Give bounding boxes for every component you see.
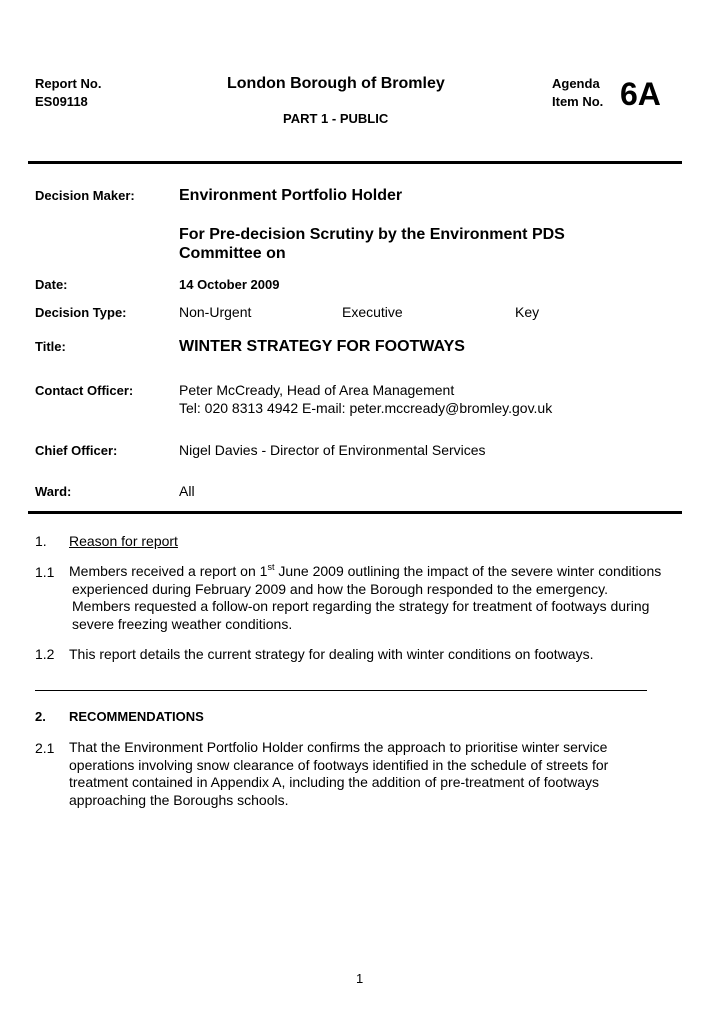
page-number: 1 bbox=[356, 971, 364, 986]
contact-officer-label: Contact Officer: bbox=[35, 383, 134, 398]
para-1-1-line-4: severe freezing weather conditions. bbox=[72, 615, 293, 632]
para-1-1-number: 1.1 bbox=[35, 564, 55, 580]
scrutiny-line-2: Committee on bbox=[179, 245, 286, 262]
scrutiny-line-1: For Pre-decision Scrutiny by the Environment PDS bbox=[179, 226, 565, 243]
part-label: PART 1 - PUBLIC bbox=[283, 111, 389, 126]
report-title: WINTER STRATEGY FOR FOOTWAYS bbox=[179, 338, 465, 355]
decision-type-key: Key bbox=[515, 304, 540, 320]
item-no: 6A bbox=[620, 76, 661, 112]
para-1-2: This report details the current strategy for dealing with winter conditions on footways. bbox=[69, 646, 594, 662]
agenda-label: Agenda bbox=[552, 76, 600, 91]
decision-type-executive: Executive bbox=[342, 304, 403, 320]
decision-type-label: Decision Type: bbox=[35, 305, 127, 320]
para-1-2-number: 1.2 bbox=[35, 646, 55, 662]
section-1-heading: Reason for report bbox=[69, 533, 178, 549]
report-no-label: Report No. bbox=[35, 76, 102, 91]
section-2-number: 2. bbox=[35, 709, 46, 724]
date-label: Date: bbox=[35, 277, 68, 292]
ward-value: All bbox=[179, 483, 195, 499]
para-2-1-line-1: That the Environment Portfolio Holder confirms the approach to prioritise winter service bbox=[69, 739, 608, 755]
decision-maker: Environment Portfolio Holder bbox=[179, 187, 403, 204]
para-1-1-sup: st bbox=[267, 562, 275, 572]
para-2-1 bbox=[69, 739, 689, 809]
para-2-1-line-4: approaching the Boroughs schools. bbox=[69, 791, 289, 808]
chief-officer-value: Nigel Davies - Director of Environmental Services bbox=[179, 442, 486, 458]
top-rule bbox=[28, 161, 682, 164]
section-divider bbox=[35, 690, 647, 691]
ward-label: Ward: bbox=[35, 484, 72, 499]
para-1-1-line-2: experienced during February 2009 and how the Borough responded to the emergency. bbox=[72, 580, 608, 597]
title-label: Title: bbox=[35, 339, 66, 354]
report-no: ES09118 bbox=[35, 94, 88, 109]
para-1-1-line-1b: June 2009 outlining the impact of the severe winter conditions bbox=[274, 563, 662, 579]
section-1-number: 1. bbox=[35, 533, 47, 549]
para-2-1-line-3: treatment contained in Appendix A, including the addition of pre-treatment of footways bbox=[69, 774, 599, 790]
decision-maker-label: Decision Maker: bbox=[35, 188, 135, 203]
meta-bottom-rule bbox=[28, 511, 682, 514]
para-2-1-line-2: operations involving snow clearance of footways identified in the schedule of streets for bbox=[69, 756, 609, 773]
para-1-1 bbox=[69, 563, 689, 633]
para-2-1-number: 2.1 bbox=[35, 740, 55, 756]
council-name: London Borough of Bromley bbox=[227, 75, 445, 92]
contact-officer-details: Tel: 020 8313 4942 E-mail: peter.mccready@bromley.gov.uk bbox=[179, 400, 553, 416]
chief-officer-label: Chief Officer: bbox=[35, 443, 118, 458]
decision-type-non-urgent: Non-Urgent bbox=[179, 304, 252, 320]
item-no-label: Item No. bbox=[552, 94, 604, 109]
para-1-1-line-1a: Members received a report on 1 bbox=[69, 563, 268, 579]
section-2-heading: RECOMMENDATIONS bbox=[69, 709, 204, 724]
date-value: 14 October 2009 bbox=[179, 277, 280, 292]
contact-officer-name: Peter McCready, Head of Area Management bbox=[179, 382, 455, 398]
para-1-1-line-3: Members requested a follow-on report regarding the strategy for treatment of footways during bbox=[72, 598, 650, 614]
